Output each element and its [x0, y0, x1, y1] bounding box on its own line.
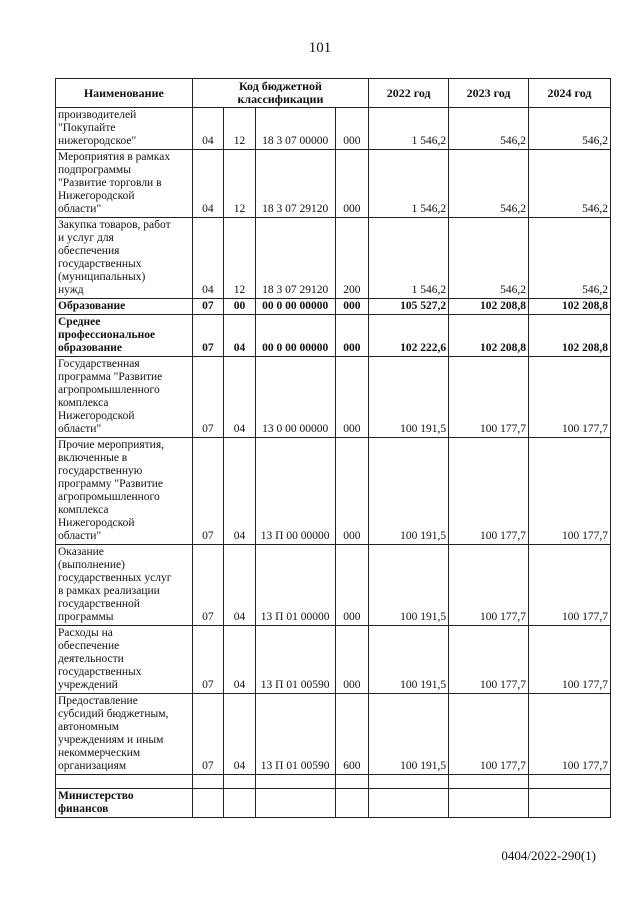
- code-target: 18 3 07 29120: [255, 150, 335, 218]
- code-subsection: 00: [224, 299, 256, 315]
- table-row: [56, 357, 611, 438]
- row-name: Мероприятия в рамках подпрограммы "Развитие торговли в Нижегородской области": [56, 150, 193, 218]
- code-target: 00 0 00 00000: [255, 299, 335, 315]
- code-expense-type: 000: [335, 150, 369, 218]
- code-section: 07: [192, 315, 224, 357]
- code-target: 13 П 01 00590: [255, 694, 335, 775]
- table-row: [56, 150, 611, 218]
- amount-2024: 546,2: [528, 150, 610, 218]
- code-section: 07: [192, 299, 224, 315]
- table-row: [56, 694, 611, 775]
- row-name: Государственная программа "Развитие агропромышленного комплекса Нижегородской области": [56, 357, 193, 438]
- code-section: 04: [192, 108, 224, 150]
- amount-2023: 546,2: [449, 218, 529, 299]
- code-subsection: 04: [224, 545, 256, 626]
- code-expense-type: 000: [335, 357, 369, 438]
- code-subsection: 12: [224, 150, 256, 218]
- amount-2024: 546,2: [528, 218, 610, 299]
- header-row: [56, 79, 611, 108]
- amount-2022: 100 191,5: [369, 357, 449, 438]
- budget-table: [55, 78, 611, 818]
- row-name: производителей "Покупайте нижегородское": [56, 108, 193, 150]
- table-row: [56, 218, 611, 299]
- amount-2024: 100 177,7: [528, 694, 610, 775]
- amount-2023: 546,2: [449, 108, 529, 150]
- code-subsection: 04: [224, 357, 256, 438]
- code-target: 18 3 07 00000: [255, 108, 335, 150]
- code-expense-type: 000: [335, 315, 369, 357]
- code-expense-type: 600: [335, 694, 369, 775]
- amount-2023: 100 177,7: [449, 545, 529, 626]
- code-target: 13 П 01 00590: [255, 626, 335, 694]
- amount-2023: 100 177,7: [449, 438, 529, 545]
- code-target: 13 П 00 00000: [255, 438, 335, 545]
- amount-2024: 100 177,7: [528, 545, 610, 626]
- table-row: [56, 299, 611, 315]
- empty-cell: [449, 789, 529, 818]
- code-subsection: 04: [224, 626, 256, 694]
- header-2022: 2022 год: [369, 79, 449, 108]
- amount-2024: 102 208,8: [528, 299, 610, 315]
- amount-2022: 100 191,5: [369, 438, 449, 545]
- amount-2022: 105 527,2: [369, 299, 449, 315]
- code-section: 07: [192, 438, 224, 545]
- code-subsection: 04: [224, 438, 256, 545]
- empty-cell: [224, 789, 256, 818]
- code-expense-type: 200: [335, 218, 369, 299]
- amount-2023: 100 177,7: [449, 694, 529, 775]
- empty-cell: [255, 789, 335, 818]
- table-row: [56, 108, 611, 150]
- code-section: 07: [192, 626, 224, 694]
- amount-2022: 102 222,6: [369, 315, 449, 357]
- amount-2022: 100 191,5: [369, 545, 449, 626]
- amount-2023: 100 177,7: [449, 626, 529, 694]
- table-row: [56, 626, 611, 694]
- amount-2024: 100 177,7: [528, 357, 610, 438]
- code-expense-type: 000: [335, 545, 369, 626]
- empty-cell: [192, 789, 224, 818]
- code-section: 07: [192, 694, 224, 775]
- amount-2024: 102 208,8: [528, 315, 610, 357]
- code-expense-type: 000: [335, 108, 369, 150]
- code-subsection: 04: [224, 694, 256, 775]
- code-target: 00 0 00 00000: [255, 315, 335, 357]
- amount-2022: 100 191,5: [369, 694, 449, 775]
- amount-2022: 100 191,5: [369, 626, 449, 694]
- amount-2022: 1 546,2: [369, 218, 449, 299]
- amount-2023: 100 177,7: [449, 357, 529, 438]
- header-name: Наименование: [56, 79, 193, 108]
- row-name: Предоставление субсидий бюджетным, автономным учреждениям и иным некоммерческим организациям: [56, 694, 193, 775]
- code-section: 07: [192, 545, 224, 626]
- table-row: [56, 438, 611, 545]
- code-subsection: 04: [224, 315, 256, 357]
- row-name: Среднее профессиональное образование: [56, 315, 193, 357]
- row-name: Оказание (выполнение) государственных услуг в рамках реализации государственной программы: [56, 545, 193, 626]
- row-name: Образование: [56, 299, 193, 315]
- amount-2024: 100 177,7: [528, 626, 610, 694]
- header-code: Код бюджетной классификации: [192, 79, 369, 108]
- table-row: [56, 545, 611, 626]
- amount-2024: 546,2: [528, 108, 610, 150]
- code-target: 18 3 07 29120: [255, 218, 335, 299]
- amount-2024: 100 177,7: [528, 438, 610, 545]
- code-expense-type: 000: [335, 438, 369, 545]
- amount-2022: 1 546,2: [369, 150, 449, 218]
- code-subsection: 12: [224, 108, 256, 150]
- header-2024: 2024 год: [528, 79, 610, 108]
- code-section: 04: [192, 150, 224, 218]
- document-code: 0404/2022-290(1): [501, 848, 596, 863]
- header-2023: 2023 год: [449, 79, 529, 108]
- code-subsection: 12: [224, 218, 256, 299]
- code-section: 04: [192, 218, 224, 299]
- code-expense-type: 000: [335, 626, 369, 694]
- table-row: [56, 789, 611, 818]
- amount-2022: 1 546,2: [369, 108, 449, 150]
- row-name: Прочие мероприятия, включенные в государственную программу "Развитие агропромышленного комплекса Нижегородской области": [56, 438, 193, 545]
- empty-cell: [335, 789, 369, 818]
- row-name: Министерство финансов: [56, 789, 193, 818]
- amount-2023: 102 208,8: [449, 299, 529, 315]
- row-name: Закупка товаров, работ и услуг для обеспечения государственных (муниципальных) нужд: [56, 218, 193, 299]
- amount-2023: 546,2: [449, 150, 529, 218]
- code-target: 13 П 01 00000: [255, 545, 335, 626]
- amount-2023: 102 208,8: [449, 315, 529, 357]
- page-number: 101: [308, 40, 332, 56]
- spacer-row: [56, 775, 611, 789]
- table-row: [56, 315, 611, 357]
- code-target: 13 0 00 00000: [255, 357, 335, 438]
- code-section: 07: [192, 357, 224, 438]
- empty-cell: [369, 789, 449, 818]
- empty-cell: [528, 789, 610, 818]
- code-expense-type: 000: [335, 299, 369, 315]
- row-name: Расходы на обеспечение деятельности государственных учреждений: [56, 626, 193, 694]
